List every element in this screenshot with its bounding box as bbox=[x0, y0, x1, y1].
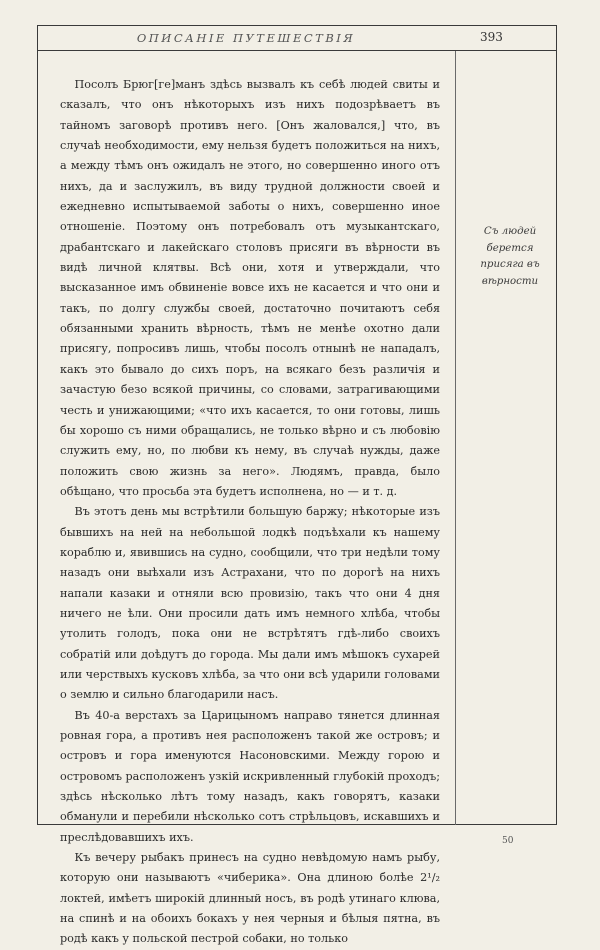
page-number: 393 bbox=[480, 30, 503, 44]
paragraph: Въ этотъ день мы встрѣтили большую баржу; нѣкоторые изъ бывшихъ на ней на небольшой лодкѣ подъѣхали къ нашему кораблю и, явившись на судно, сообщили, что три недѣли тому назадъ они выѣхали изъ Астрахани, что по дорогѣ на нихъ напали казаки и отняли всю провизію, такъ что они 4 дня ничего не ѣли. Они просили дать имъ немного хлѣба, чтобы утолить голодъ, пока они не встрѣтятъ гдѣ-либо своихъ собратій или доѣдутъ до города. Мы дали имъ мѣшокъ сухарей или черствыхъ кусковъ хлѣба, за что они всѣ ударили головами о землю и сильно благодарили насъ. bbox=[60, 505, 440, 702]
paragraph: Къ вечеру рыбакъ принесъ на судно невѣдомую намъ рыбу, которую они называютъ «чиберика». Она длиною болѣе 2¹/₂ локтей, имѣетъ широкій длинный носъ, въ родѣ утинаго клюва, на спинѣ и на обоихъ бокахъ у нея черныя и бѣлыя пятна, въ родѣ какъ у польской пестрой собаки, но только bbox=[60, 851, 440, 946]
margin-column-rule bbox=[455, 51, 456, 825]
margin-note: Съ людей берется присяга въ вѣрности bbox=[480, 226, 540, 287]
paragraph: Въ 40-а верстахъ за Царицыномъ направо тянется длинная ровная гора, а противъ нея расположенъ такой же островъ; и островъ и гора именуются Насоновскими. Между горою и островомъ расположенъ узкій искривленный глубокій проходъ; здѣсь нѣсколько лѣтъ тому назадъ, какъ говорятъ, казаки обманули и перебили нѣсколько сотъ стрѣльцовъ, искавшихъ и преслѣдовавшихъ ихъ. bbox=[60, 708, 440, 844]
running-title: ОПИСАНІЕ ПУТЕШЕСТВІЯ bbox=[136, 31, 356, 45]
header-rule bbox=[37, 50, 557, 51]
paragraph: Посолъ Брюг[ге]манъ здѣсь вызвалъ къ себѣ людей свиты и сказалъ, что онъ нѣкоторыхъ изъ нихъ подозрѣваетъ въ тайномъ заговорѣ противъ него. [Онъ жаловался,] что, въ случаѣ необходимости, ему нельзя будетъ положиться на нихъ, а между тѣмъ онъ ожидалъ не этого, но совершенно иного отъ нихъ, да и заслужилъ, въ виду трудной должности своей и ежедневно испытываемой заботы о нихъ, совершенно иное отношеніе. Поэтому онъ потребовалъ отъ музыкантскаго, драбантскаго и лакейскаго столовъ присяги въ вѣрности въ видѣ личной клятвы. Всѣ они, хотя и утверждали, что высказанное имъ обвиненіе вовсе ихъ не касается и что они и такъ, по долгу службы своей, достаточно почитаютъ себя обязанными хранить вѣрность, тѣмъ не менѣе охотно дали присягу, попросивъ лишь, чтобы посолъ отнынѣ не нападалъ, какъ это бывало до сихъ поръ, на всякаго безъ различія и зачастую безо всякой причины, со словами, затрагивающими честь и унижающими; «что ихъ касается, то они готовы, лишь бы хорошо съ ними обращались, не только вѣрно и съ любовію служить ему, но, по любви къ нему, въ случаѣ нужды, даже положить свою жизнь за него». Людямъ, правда, было обѣщано, что просьба эта будетъ исполнена, но — и т. д. bbox=[60, 78, 440, 498]
main-text bbox=[60, 75, 440, 950]
signature-mark: 50 bbox=[502, 836, 514, 846]
